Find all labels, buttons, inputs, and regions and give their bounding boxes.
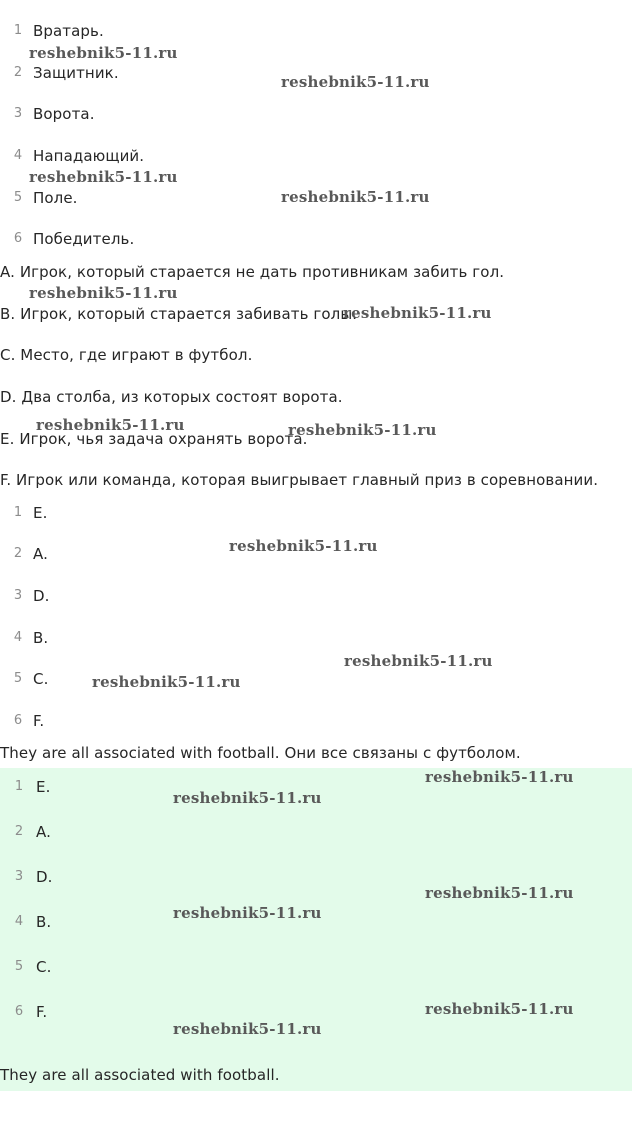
watermark: reshebnik5-11.ru: [425, 1000, 574, 1018]
watermark: reshebnik5-11.ru: [173, 904, 322, 922]
list-item: B.: [36, 913, 52, 931]
watermark: reshebnik5-11.ru: [173, 789, 322, 807]
list-item: A.: [36, 823, 51, 841]
list-item: E.: [36, 778, 51, 796]
summary-text: They are all associated with football. Они все связаны с футболом.: [0, 744, 521, 762]
watermark: reshebnik5-11.ru: [29, 284, 178, 302]
definition-f: F. Игрок или команда, которая выигрывает главный приз в соревновании.: [0, 471, 599, 489]
list-number: 2: [14, 824, 24, 839]
watermark: reshebnik5-11.ru: [343, 304, 492, 322]
list-number: 6: [13, 231, 23, 246]
watermark: reshebnik5-11.ru: [173, 1020, 322, 1038]
watermark: reshebnik5-11.ru: [288, 421, 437, 439]
list-number: 5: [14, 959, 24, 974]
watermark: reshebnik5-11.ru: [281, 73, 430, 91]
definition-c: C. Место, где играют в футбол.: [0, 346, 253, 364]
watermark: reshebnik5-11.ru: [29, 44, 178, 62]
list-item: F.: [36, 1003, 48, 1021]
watermark: reshebnik5-11.ru: [425, 884, 574, 902]
list-item: F.: [33, 712, 45, 730]
list-number: 1: [14, 779, 24, 794]
solution-block: [0, 768, 632, 1091]
list-number: 5: [13, 671, 23, 686]
list-number: 4: [13, 148, 23, 163]
watermark: reshebnik5-11.ru: [29, 168, 178, 186]
list-item: Победитель.: [33, 230, 135, 248]
list-item: Нападающий.: [33, 147, 145, 165]
watermark: reshebnik5-11.ru: [92, 673, 241, 691]
list-number: 2: [13, 546, 23, 561]
list-item: Поле.: [33, 189, 78, 207]
solution-summary: They are all associated with football.: [0, 1066, 280, 1084]
list-item: Защитник.: [33, 64, 119, 82]
definition-d: D. Два столба, из которых состоят ворота.: [0, 388, 343, 406]
definition-e: E. Игрок, чья задача охранять ворота.: [0, 430, 308, 448]
definition-a: A. Игрок, который старается не дать противникам забить гол.: [0, 263, 505, 281]
watermark: reshebnik5-11.ru: [281, 188, 430, 206]
watermark: reshebnik5-11.ru: [229, 537, 378, 555]
list-number: 3: [13, 106, 23, 121]
list-item: C.: [36, 958, 52, 976]
list-number: 3: [14, 869, 24, 884]
list-number: 5: [13, 190, 23, 205]
list-item: A.: [33, 545, 48, 563]
watermark: reshebnik5-11.ru: [36, 416, 185, 434]
watermark: reshebnik5-11.ru: [425, 768, 574, 786]
list-number: 4: [13, 630, 23, 645]
list-item: Вратарь.: [33, 22, 104, 40]
list-item: Ворота.: [33, 105, 95, 123]
list-item: E.: [33, 504, 48, 522]
list-number: 1: [13, 505, 23, 520]
list-number: 6: [13, 713, 23, 728]
list-number: 2: [13, 65, 23, 80]
list-item: C.: [33, 670, 49, 688]
list-item: D.: [33, 587, 50, 605]
definition-b: B. Игрок, который старается забивать голы.: [0, 305, 358, 323]
list-number: 3: [13, 588, 23, 603]
list-number: 6: [14, 1004, 24, 1019]
list-item: D.: [36, 868, 53, 886]
list-item: B.: [33, 629, 49, 647]
watermark: reshebnik5-11.ru: [344, 652, 493, 670]
list-number: 1: [13, 23, 23, 38]
list-number: 4: [14, 914, 24, 929]
